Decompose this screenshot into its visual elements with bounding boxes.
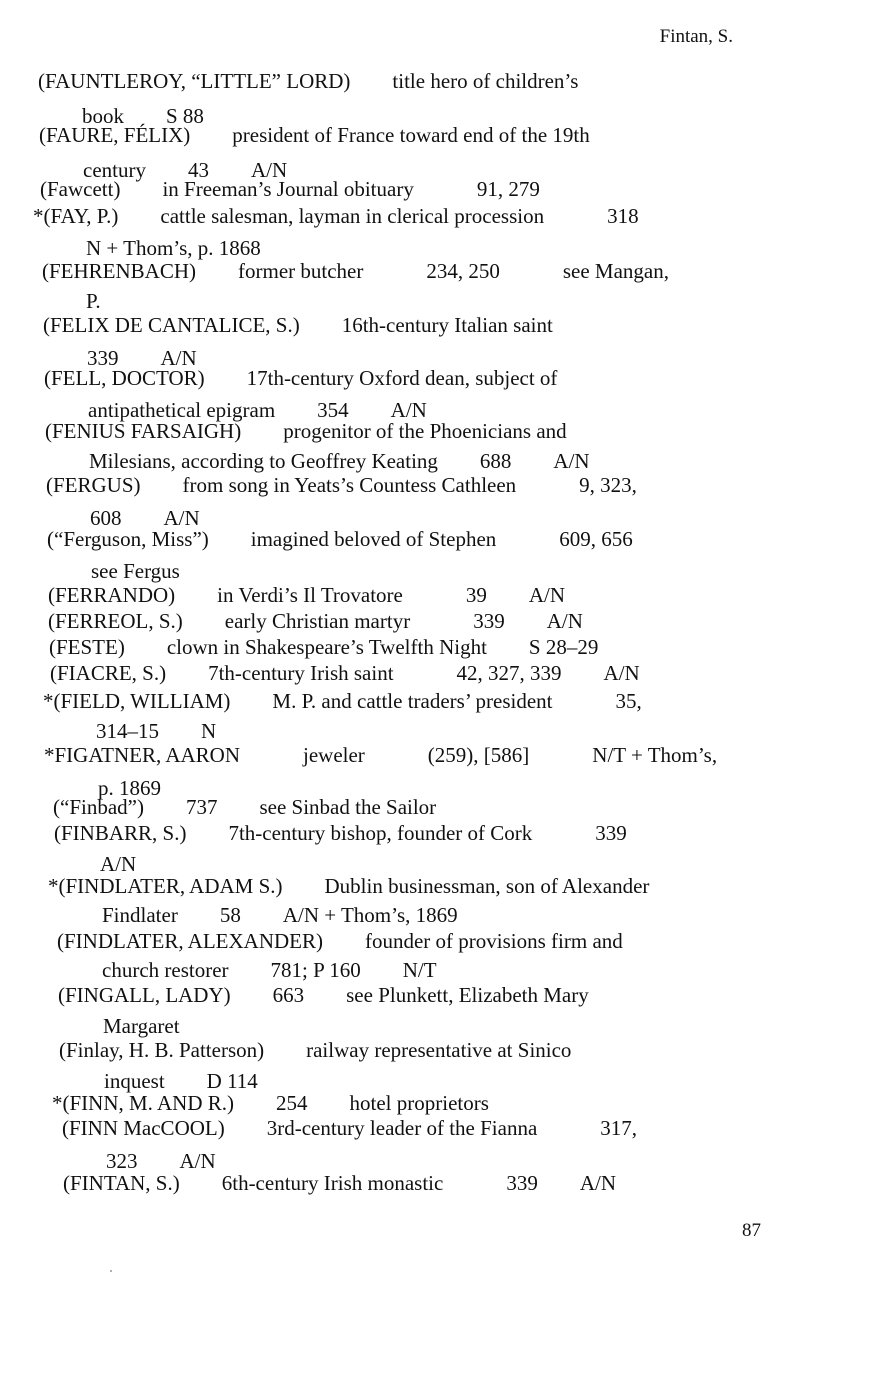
entry-continuation: 323 A/N xyxy=(106,1149,216,1173)
entry-line: *(FIELD, WILLIAM) M. P. and cattle traders’ president 35, xyxy=(43,689,642,713)
entry-line: *FIGATNER, AARON jeweler (259), [586] N/T + Thom’s, xyxy=(44,743,718,767)
entry-continuation: A/N xyxy=(100,852,137,876)
entry-line: (“Finbad”) 737 see Sinbad the Sailor xyxy=(53,795,437,819)
entry-continuation: p. 1869 xyxy=(98,776,161,800)
entry-continuation: 314–15 N xyxy=(96,719,217,743)
entry-line: (FEHRENBACH) former butcher 234, 250 see Mangan, xyxy=(42,259,669,283)
entry-continuation: P. xyxy=(86,289,101,313)
entry-continuation: Findlater 58 A/N + Thom’s, 1869 xyxy=(102,903,458,927)
entry-line: (FENIUS FARSAIGH) progenitor of the Phoenicians and xyxy=(45,419,567,443)
entry-line: (FESTE) clown in Shakespeare’s Twelfth Night S 28–29 xyxy=(49,635,599,659)
entry-line: (FINGALL, LADY) 663 see Plunkett, Elizabeth Mary xyxy=(58,983,589,1007)
entry-continuation: Margaret xyxy=(103,1014,180,1038)
entry-continuation: book S 88 xyxy=(82,104,204,128)
entry-line: (FERGUS) from song in Yeats’s Countess Cathleen 9, 323, xyxy=(46,473,637,497)
entry-continuation: church restorer 781; P 160 N/T xyxy=(102,958,437,982)
entry-line: (FIACRE, S.) 7th-century Irish saint 42, 327, 339 A/N xyxy=(50,661,640,685)
entry-line: *(FINN, M. AND R.) 254 hotel proprietors xyxy=(52,1091,489,1115)
entry-line: (FERRANDO) in Verdi’s Il Trovatore 39 A/N xyxy=(48,583,566,607)
entry-continuation: inquest D 114 xyxy=(104,1069,258,1093)
entry-continuation: Milesians, according to Geoffrey Keating 688 A/N xyxy=(89,449,590,473)
entry-line: *(FAY, P.) cattle salesman, layman in clerical procession 318 xyxy=(33,204,639,228)
page-number: 87 xyxy=(742,1220,761,1241)
entry-line: (FAUNTLEROY, “LITTLE” LORD) title hero of children’s xyxy=(38,69,579,93)
entry-line: (FELL, DOCTOR) 17th-century Oxford dean, subject of xyxy=(44,366,558,390)
entry-line: (FERREOL, S.) early Christian martyr 339 A/N xyxy=(48,609,583,633)
entry-continuation: see Fergus xyxy=(91,559,180,583)
entry-continuation: antipathetical epigram 354 A/N xyxy=(88,398,427,422)
entry-continuation: 608 A/N xyxy=(90,506,200,530)
entry-line: (“Ferguson, Miss”) imagined beloved of Stephen 609, 656 xyxy=(47,527,633,551)
entry-line: *(FINDLATER, ADAM S.) Dublin businessman, son of Alexander xyxy=(48,874,650,898)
entry-continuation: N + Thom’s, p. 1868 xyxy=(86,236,261,260)
entry-line: (Fawcett) in Freeman’s Journal obituary 91, 279 xyxy=(40,177,540,201)
entry-line: (FAURE, FÉLIX) president of France toward end of the 19th xyxy=(39,123,590,147)
print-speck xyxy=(110,1270,112,1272)
entry-line: (Finlay, H. B. Patterson) railway representative at Sinico xyxy=(59,1038,572,1062)
running-head: Fintan, S. xyxy=(659,26,733,47)
entry-line: (FINN MacCOOL) 3rd-century leader of the Fianna 317, xyxy=(62,1116,638,1140)
entry-line: (FINDLATER, ALEXANDER) founder of provisions firm and xyxy=(57,929,623,953)
entry-line: (FELIX DE CANTALICE, S.) 16th-century Italian saint xyxy=(43,313,553,337)
entry-line: (FINBARR, S.) 7th-century bishop, founder of Cork 339 xyxy=(54,821,627,845)
entry-line: (FINTAN, S.) 6th-century Irish monastic 339 A/N xyxy=(63,1171,617,1195)
entry-continuation: century 43 A/N xyxy=(83,158,288,182)
entry-continuation: 339 A/N xyxy=(87,346,197,370)
